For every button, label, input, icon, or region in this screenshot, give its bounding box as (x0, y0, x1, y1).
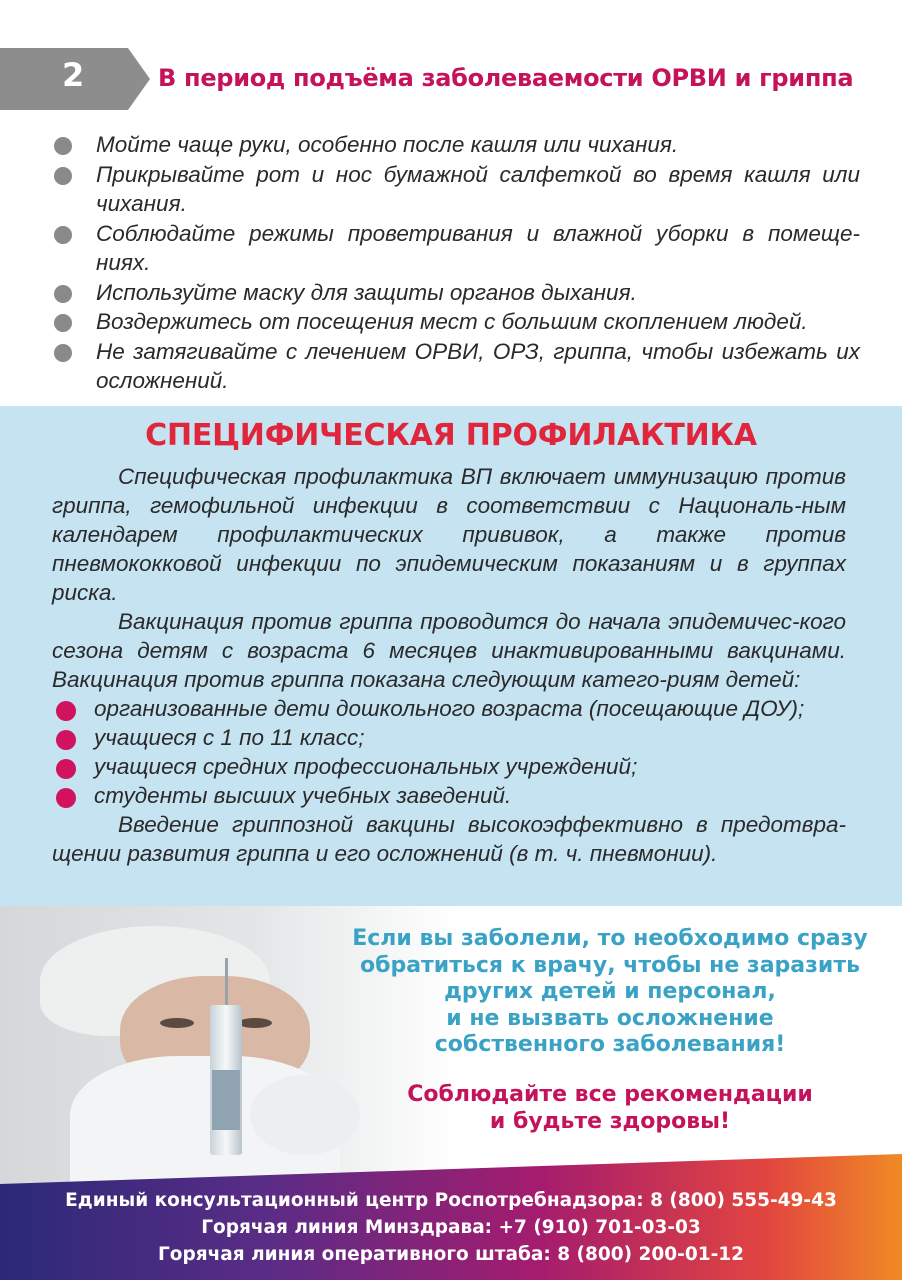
bullet-icon (56, 759, 76, 779)
bullet-icon (56, 730, 76, 750)
syringe-liquid (212, 1070, 240, 1130)
hotline-footer (0, 1187, 902, 1268)
bullet-icon (54, 167, 72, 185)
list-item: учащиеся средних профессиональных учреждений; (52, 752, 846, 781)
page-title: В период подъёма заболеваемости ОРВИ и гриппа (158, 64, 854, 92)
list-item: Соблюдайте режимы проветривания и влажной уборки в помеще-ниях. (50, 219, 860, 278)
paragraph: Вакцинация против гриппа проводится до начала эпидемичес-кого сезона детям с возраста 6 месяцев инактивированными вакцинами. Вакцинация против гриппа показана следующим катего-риям детей: (52, 609, 846, 692)
nurse-eye-shape (160, 1018, 194, 1028)
bullet-icon (54, 226, 72, 244)
bullet-icon (54, 137, 72, 155)
list-item: Воздержитесь от посещения мест с большим скоплением людей. (50, 307, 860, 337)
section-heading: СПЕЦИФИЧЕСКАЯ ПРОФИЛАКТИКА (145, 418, 757, 453)
list-item: Не затягивайте с лечением ОРВИ, ОРЗ, гриппа, чтобы избежать их осложнений. (50, 337, 860, 396)
list-item: Прикрывайте рот и нос бумажной салфеткой во время кашля или чихания. (50, 160, 860, 219)
hotline: Горячая линия Минздрава: +7 (910) 701-03-03 (201, 1217, 701, 1238)
category-list (52, 694, 846, 810)
bullet-icon (56, 701, 76, 721)
bullet-icon (56, 788, 76, 808)
advice-list (50, 130, 860, 396)
bullet-icon (54, 314, 72, 332)
section-body (52, 462, 846, 868)
list-item: Мойте чаще руки, особенно после кашля или чихания. (50, 130, 860, 160)
paragraph: Специфическая профилактика ВП включает иммунизацию против гриппа, гемофильной инфекции в соответствии с Националь-ным календарем профилактических прививок, а также против пневмококковой инфекции по эпидемическим показаниям и в группах риска. (52, 464, 846, 605)
doctor-callout: Если вы заболели, то необходимо сразу обратиться к врачу, чтобы не заразить других детей и персонал, и не вызвать осложнение собственного заболевания! (352, 926, 868, 1057)
list-item: студенты высших учебных заведений. (52, 781, 846, 810)
syringe-needle-icon (225, 958, 228, 1008)
hotline: Горячая линия оперативного штаба: 8 (800) 200-01-12 (157, 1244, 744, 1265)
list-item: учащиеся с 1 по 11 класс; (52, 723, 846, 752)
list-item: Используйте маску для защиты органов дыхания. (50, 278, 860, 308)
paragraph: Введение гриппозной вакцины высокоэффективно в предотвра-щении развития гриппа и его осложнений (в т. ч. пневмонии). (52, 812, 846, 866)
list-item: организованные дети дошкольного возраста (посещающие ДОУ); (52, 694, 846, 723)
bullet-icon (54, 344, 72, 362)
nurse-eye-shape (238, 1018, 272, 1028)
page-number: 2 (62, 56, 85, 94)
closing-message: Соблюдайте все рекомендации и будьте здоровы! (407, 1082, 813, 1134)
hotline: Единый консультационный центр Роспотребнадзора: 8 (800) 555-49-43 (65, 1190, 837, 1211)
bullet-icon (54, 285, 72, 303)
